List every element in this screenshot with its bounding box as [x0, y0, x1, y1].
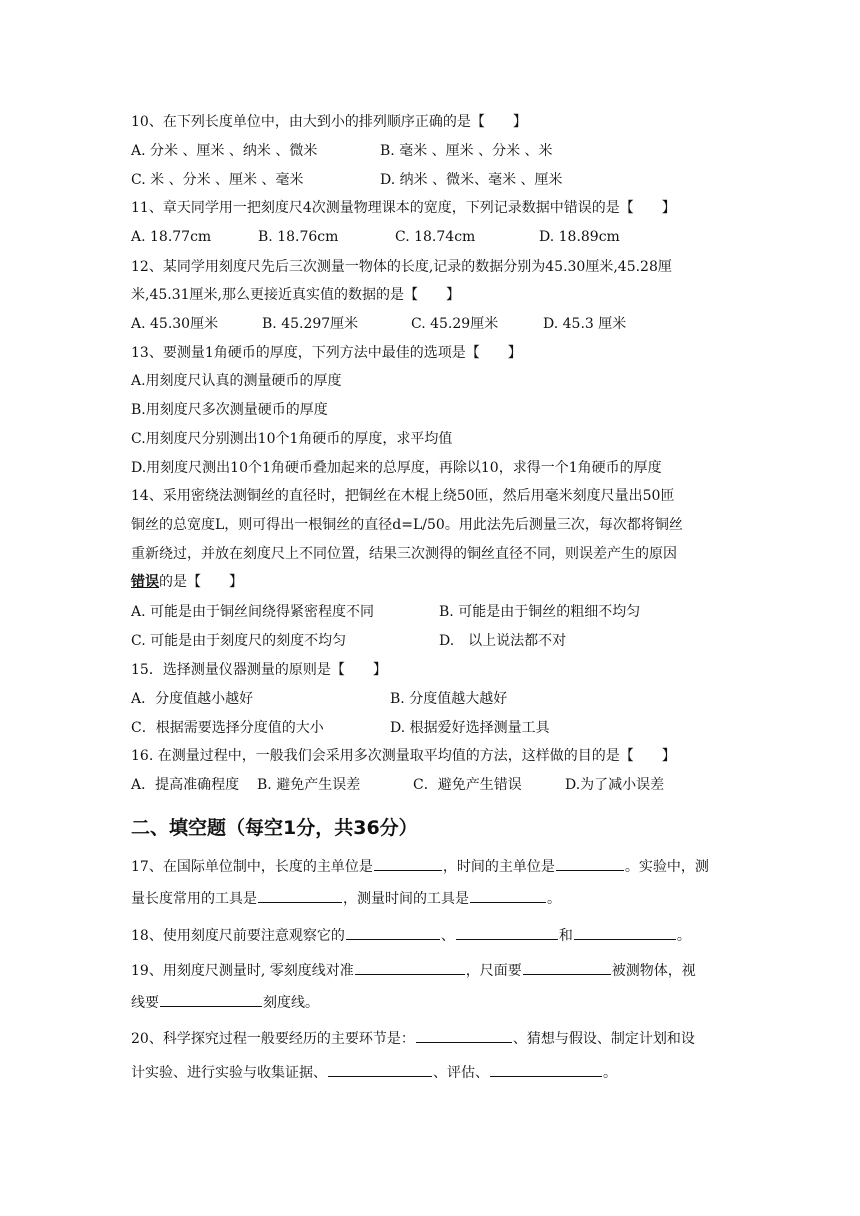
- question-19-line1: [131, 960, 741, 980]
- question-12-options: [131, 314, 741, 334]
- question-14-stem-tail: 的是【 】: [159, 574, 243, 590]
- answer-blank[interactable]: [258, 888, 342, 903]
- question-13-stem: 13、要测量1角硬币的厚度，下列方法中最佳的选项是【 】: [131, 345, 522, 361]
- q19-text-3: 被测物体，视: [611, 963, 696, 979]
- answer-blank[interactable]: [416, 1028, 512, 1043]
- option-d: D. 18.89cm: [539, 229, 620, 245]
- answer-blank[interactable]: [574, 925, 676, 940]
- answer-blank[interactable]: [556, 856, 624, 871]
- option-d: D. 根据爱好选择测量工具: [390, 720, 550, 736]
- option-b: B. 分度值越大越好: [390, 691, 508, 707]
- q19-text-5: 刻度线。: [263, 995, 319, 1011]
- q17-text-5: ，测量时间的工具是: [343, 891, 469, 907]
- question-14-stem-line1: 14、采用密绕法测铜丝的直径时，把铜丝在木棍上绕50匝，然后用毫米刻度尺量出50匝: [131, 488, 675, 504]
- question-10-stem: 10、在下列长度单位中，由大到小的排列顺序正确的是【 】: [131, 114, 527, 130]
- question-17-line1: [131, 856, 741, 876]
- question-13-option-c: C.用刻度尺分别测出10个1角硬币的厚度，求平均值: [131, 431, 453, 447]
- option-a: A. 可能是由于铜丝间绕得紧密程度不同: [131, 604, 375, 620]
- option-d: D. 纳米 、微米、毫米 、厘米: [380, 172, 563, 188]
- question-14-options: [131, 602, 741, 622]
- option-c: C. 45.29厘米: [411, 316, 499, 332]
- question-11-options: [131, 227, 741, 247]
- question-16-options: [131, 775, 741, 795]
- q20-text-4: 、评估、: [433, 1065, 489, 1081]
- question-12-stem-line1: 12、某同学用刻度尺先后三次测量一物体的长度,记录的数据分别为45.30厘米,45.28厘: [131, 259, 672, 275]
- q18-text-4: 。: [676, 928, 691, 944]
- option-a: A．分度值越小越好: [131, 691, 254, 707]
- option-b: B. 可能是由于铜丝的粗细不均匀: [439, 604, 641, 620]
- question-11-stem: 11、章天同学用一把刻度尺4次测量物理课本的宽度，下列记录数据中错误的是【 】: [131, 200, 676, 216]
- question-15-options: [131, 689, 741, 709]
- answer-blank[interactable]: [160, 992, 262, 1007]
- question-10-options: [131, 141, 741, 161]
- option-b: B. 避免产生误差: [257, 777, 361, 793]
- option-d: D.为了减小误差: [565, 777, 665, 793]
- q18-text-3: 和: [558, 928, 573, 944]
- question-15-stem: 15．选择测量仪器测量的原则是【 】: [131, 662, 387, 678]
- question-20-line2: [131, 1062, 741, 1082]
- q17-text-2: ，时间的主单位是: [442, 859, 555, 875]
- question-17-line2: [131, 888, 741, 908]
- q19-text-4: 线要: [131, 995, 159, 1011]
- q20-text-5: 。: [603, 1065, 617, 1081]
- answer-blank[interactable]: [374, 856, 442, 871]
- q19-text-2: ，尺面要: [465, 963, 522, 979]
- question-18-line1: [131, 925, 741, 945]
- option-a: A. 45.30厘米: [131, 316, 219, 332]
- question-14-stem-line2: 铜丝的总宽度L，则可得出一根铜丝的直径d=L/50。用此法先后测量三次，每次都将铜丝: [131, 517, 683, 533]
- q17-text-4: 量长度常用的工具是: [131, 891, 257, 907]
- option-b: B. 45.297厘米: [262, 316, 359, 332]
- emphasis-wrong: 错误: [131, 574, 159, 590]
- question-13-option-d: D.用刻度尺测出10个1角硬币叠加起来的总厚度，再除以10，求得一个1角硬币的厚度: [131, 460, 662, 476]
- question-15-options-2: [131, 718, 741, 738]
- option-b: B. 18.76cm: [258, 229, 339, 245]
- q20-text-1: 20、科学探究过程一般要经历的主要环节是：: [131, 1031, 415, 1047]
- option-a: A．提高准确程度: [131, 777, 240, 793]
- q20-text-3: 计实验、进行实验与收集证据、: [131, 1065, 327, 1081]
- answer-blank[interactable]: [523, 960, 611, 975]
- option-d: D. 45.3 厘米: [543, 316, 627, 332]
- question-20-line1: [131, 1028, 741, 1048]
- answer-blank[interactable]: [355, 960, 465, 975]
- option-c: C. 18.74cm: [395, 229, 476, 245]
- q17-text-3: 。实验中，测: [624, 859, 709, 875]
- question-16-stem: 16. 在测量过程中，一般我们会采用多次测量取平均值的方法，这样做的目的是【 】: [131, 748, 676, 764]
- option-c: C. 米 、分米 、厘米 、毫米: [131, 172, 304, 188]
- option-d: D. 以上说法都不对: [439, 633, 567, 649]
- question-13-option-a: A.用刻度尺认真的测量硬币的厚度: [131, 373, 342, 389]
- option-c: C．避免产生错误: [413, 777, 522, 793]
- question-14-stem-line3: 重新绕过，并放在刻度尺上不同位置，结果三次测得的铜丝直径不同，则误差产生的原因: [131, 546, 677, 562]
- question-10-options-2: [131, 170, 741, 190]
- answer-blank[interactable]: [470, 888, 546, 903]
- option-a: A. 18.77cm: [131, 229, 212, 245]
- option-a: A. 分米 、厘米 、纳米 、微米: [131, 143, 318, 159]
- option-c: C. 可能是由于刻度尺的刻度不均匀: [131, 633, 347, 649]
- q18-text-1: 18、使用刻度尺前要注意观察它的: [131, 928, 345, 944]
- question-14-stem-line4: [131, 572, 741, 592]
- question-12-stem-line2: 米,45.31厘米,那么更接近真实值的数据的是【 】: [131, 287, 460, 303]
- option-c: C．根据需要选择分度值的大小: [131, 720, 324, 736]
- option-b: B. 毫米 、厘米 、分米 、米: [380, 143, 553, 159]
- question-13-option-b: B.用刻度尺多次测量硬币的厚度: [131, 402, 328, 418]
- q18-text-2: 、: [440, 928, 455, 944]
- q19-text-1: 19、用刻度尺测量时, 零刻度线对准: [131, 963, 354, 979]
- answer-blank[interactable]: [456, 925, 558, 940]
- answer-blank[interactable]: [328, 1062, 432, 1077]
- q17-text-6: 。: [547, 891, 561, 907]
- question-14-options-2: [131, 631, 741, 651]
- q20-text-2: 、猜想与假设、制定计划和设: [512, 1031, 695, 1047]
- answer-blank[interactable]: [346, 925, 440, 940]
- section-title-fill-in: 二、填空题（每空1分，共36分）: [131, 817, 418, 839]
- q17-text-1: 17、在国际单位制中，长度的主单位是: [131, 859, 373, 875]
- answer-blank[interactable]: [490, 1062, 602, 1077]
- question-19-line2: [131, 992, 741, 1012]
